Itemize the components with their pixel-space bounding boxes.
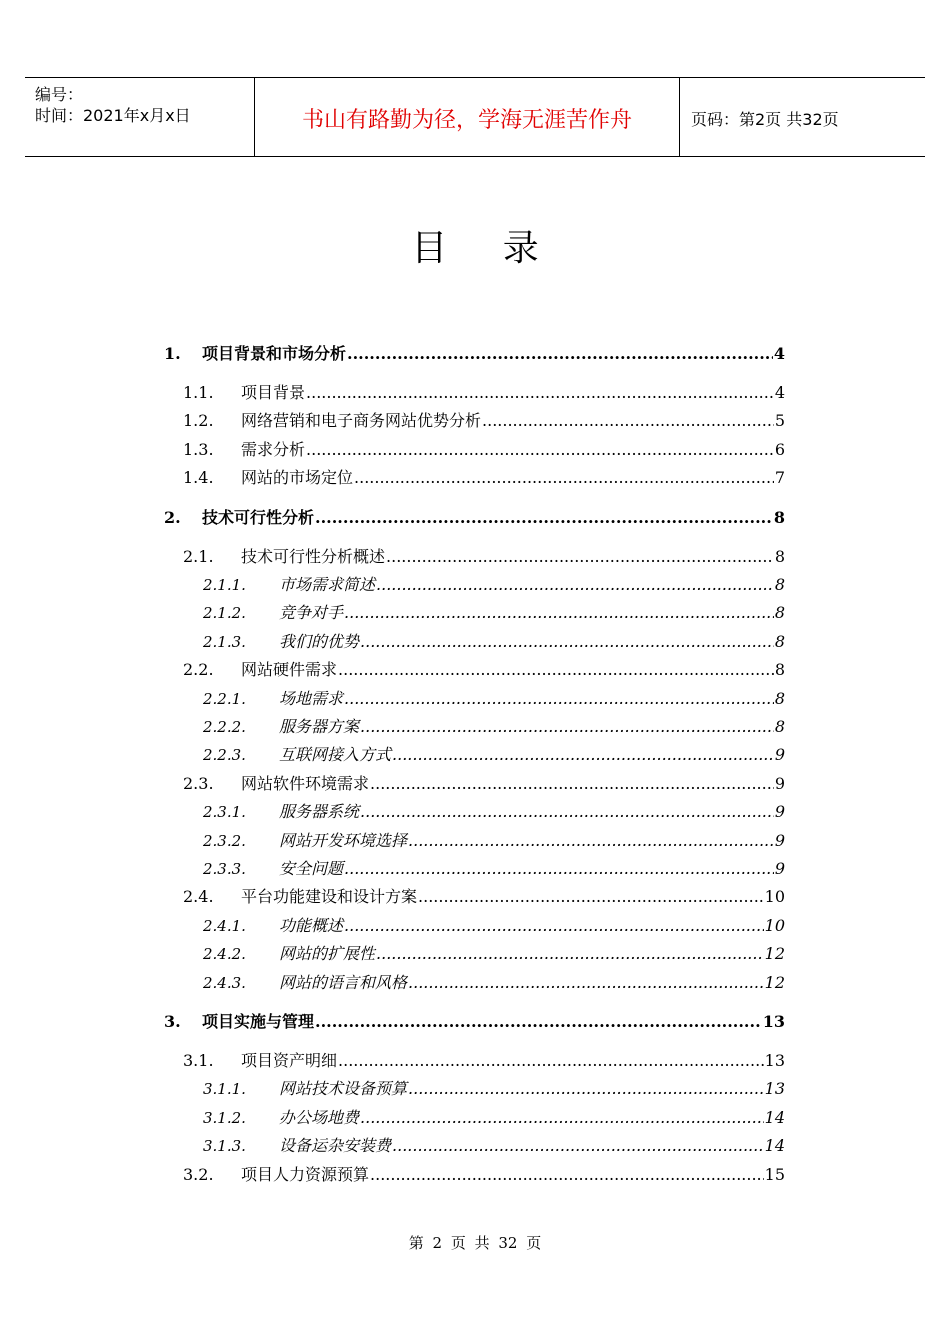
toc-entry[interactable]	[203, 856, 785, 878]
toc-entry-page: 9	[774, 802, 785, 822]
toc-entry-number: 2.3.2.	[203, 831, 246, 850]
number-label: 编号：	[35, 85, 84, 104]
toc-entry-number: 2.4.	[183, 887, 214, 907]
toc-entry[interactable]	[203, 828, 785, 850]
toc-entry[interactable]	[164, 1009, 785, 1031]
toc-entry-title: 网站的语言和风格	[279, 972, 408, 992]
toc-dot-leader	[344, 603, 774, 622]
toc-dot-leader	[482, 411, 774, 430]
toc-entry-number: 2.3.	[183, 773, 214, 793]
toc-entry-page: 8	[774, 603, 785, 623]
toc-entry-number: 2.1.1.	[203, 576, 246, 594]
toc-dot-leader	[408, 973, 764, 992]
toc-dot-leader	[392, 1136, 764, 1155]
toc-entry[interactable]	[203, 742, 785, 764]
toc-entry-title: 网站开发环境选择	[279, 830, 408, 850]
toc-entry[interactable]	[183, 544, 785, 566]
toc-entry-page: 10	[764, 887, 785, 907]
toc-entry-page: 8	[774, 717, 785, 736]
toc-entry-title: 技术可行性分析	[202, 507, 315, 527]
toc-entry-number: 2.3.1.	[203, 803, 246, 822]
toc-entry-page: 10	[764, 915, 785, 935]
toc-entry-page: 15	[764, 1164, 785, 1184]
toc-entry[interactable]	[203, 1133, 785, 1155]
toc-entry-title: 办公场地费	[279, 1107, 360, 1127]
toc-entry[interactable]	[203, 799, 785, 821]
page-footer: 第 2 页 共 32 页	[408, 1234, 542, 1252]
toc-entry-number: 2.2.2.	[203, 718, 246, 736]
toc-dot-leader	[306, 440, 774, 459]
toc-entry[interactable]	[183, 771, 785, 793]
toc-entry-number: 1.4.	[183, 468, 214, 488]
toc-entry-number: 2.4.3.	[203, 973, 246, 992]
toc-entry[interactable]	[203, 572, 785, 594]
toc-entry-number: 3.	[164, 1012, 181, 1031]
toc-entry-number: 3.1.3.	[203, 1137, 246, 1156]
toc-entry-page: 9	[774, 745, 785, 765]
toc-dot-leader	[344, 859, 774, 878]
header-motto-cell	[255, 78, 680, 156]
toc-entry-page: 13	[764, 1079, 785, 1099]
motto-text: 书山有路勤为径，学海无涯苦作舟	[301, 108, 632, 133]
toc-dot-leader	[360, 1108, 764, 1127]
toc-entry-number: 2.2.1.	[203, 689, 246, 708]
toc-entry[interactable]	[203, 1076, 785, 1098]
toc-dot-leader	[418, 887, 764, 906]
toc-entry-title: 竞争对手	[279, 603, 344, 623]
toc-dot-leader	[376, 944, 764, 963]
toc-entry-title: 需求分析	[241, 439, 306, 459]
toc-entry[interactable]	[203, 600, 785, 622]
toc-entry-number: 1.1.	[183, 383, 214, 402]
toc-entry-page: 12	[764, 944, 785, 964]
toc-entry[interactable]	[183, 408, 785, 430]
toc-entry-title: 功能概述	[279, 915, 344, 935]
toc-entry[interactable]	[183, 657, 785, 679]
toc-entry-title: 服务器方案	[279, 717, 360, 736]
toc-entry-page: 7	[774, 468, 785, 488]
toc-entry-number: 2.1.2.	[203, 604, 246, 623]
toc-entry-page: 13	[762, 1012, 785, 1031]
toc-entry-page: 8	[774, 688, 785, 708]
toc-entry-title: 项目背景和市场分析	[202, 344, 347, 363]
toc-entry-page: 14	[764, 1136, 785, 1156]
toc-entry-title: 我们的优势	[279, 631, 360, 651]
toc-dot-leader	[338, 1051, 764, 1070]
toc-entry[interactable]	[203, 714, 785, 736]
toc-entry[interactable]	[183, 1162, 785, 1184]
toc-entry-number: 2.4.1.	[203, 916, 246, 935]
toc-dot-leader	[338, 660, 774, 679]
toc-entry-number: 2.2.	[183, 660, 214, 680]
toc-entry-title: 安全问题	[279, 859, 344, 878]
toc-entry[interactable]	[183, 1048, 785, 1070]
toc-entry-number: 3.1.1.	[203, 1080, 246, 1099]
toc-entry-title: 场地需求	[279, 688, 344, 708]
toc-entry-title: 设备运杂安装费	[279, 1136, 392, 1156]
toc-entry[interactable]	[203, 1105, 785, 1127]
toc-entry-page: 12	[764, 972, 785, 992]
toc-entry-page: 9	[774, 859, 785, 878]
toc-entry[interactable]	[203, 941, 785, 963]
toc-entry-title: 网站软件环境需求	[241, 773, 370, 793]
toc-dot-leader	[370, 1165, 764, 1184]
toc-dot-leader	[306, 383, 774, 402]
toc-entry-number: 1.	[164, 344, 181, 363]
toc-entry-page: 8	[774, 575, 785, 594]
toc-entry-page: 8	[774, 631, 785, 651]
toc-dot-leader	[344, 689, 774, 708]
toc-entry[interactable]	[164, 505, 785, 527]
toc-entry-number: 2.1.3.	[203, 632, 246, 651]
toc-entry-number: 2.2.3.	[203, 746, 246, 765]
toc-entry-number: 3.1.	[183, 1051, 214, 1070]
toc-entry-page: 8	[774, 546, 785, 566]
toc-entry-page: 14	[764, 1107, 785, 1127]
toc-entry-page: 4	[774, 383, 785, 402]
toc-dot-leader	[315, 1012, 762, 1031]
toc-entry-title: 互联网接入方式	[279, 745, 392, 765]
toc-entry-number: 1.3.	[183, 439, 214, 459]
toc-entry-page: 4	[773, 344, 785, 363]
toc-entry[interactable]	[183, 465, 785, 487]
toc-entry-number: 1.2.	[183, 411, 214, 431]
document-title: 目 录	[411, 228, 561, 269]
toc-entry-title: 项目背景	[241, 383, 306, 402]
toc-entry[interactable]	[164, 341, 785, 363]
toc-entry-title: 网站硬件需求	[241, 660, 338, 680]
toc-dot-leader	[392, 745, 774, 764]
toc-entry-title: 网站的市场定位	[241, 468, 354, 488]
toc-dot-leader	[360, 802, 774, 821]
toc-entry-page: 5	[774, 411, 785, 431]
toc-entry-page: 13	[764, 1051, 785, 1070]
toc-entry-title: 项目实施与管理	[202, 1012, 315, 1031]
toc-dot-leader	[408, 1079, 764, 1098]
toc-entry[interactable]	[203, 629, 785, 651]
toc-entry-title: 项目人力资源预算	[241, 1164, 370, 1184]
toc-dot-leader	[376, 575, 774, 594]
header-meta-cell	[25, 78, 255, 156]
toc-entry[interactable]	[183, 380, 785, 402]
toc-dot-leader	[344, 916, 764, 935]
toc-entry-number: 2.1.	[183, 546, 214, 566]
toc-entry-title: 网站技术设备预算	[279, 1079, 408, 1099]
toc-dot-leader	[347, 344, 773, 363]
toc-entry-title: 平台功能建设和设计方案	[241, 887, 418, 907]
toc-entry-title: 网络营销和电子商务网站优势分析	[241, 411, 482, 431]
toc-entry[interactable]	[203, 913, 785, 935]
toc-entry-number: 3.2.	[183, 1164, 214, 1184]
toc-entry-number: 3.1.2.	[203, 1108, 246, 1127]
header-page-cell	[680, 78, 925, 156]
page-info: 页码：第2页 共32页	[691, 110, 839, 129]
toc-dot-leader	[386, 547, 774, 566]
toc-entry-title: 技术可行性分析概述	[241, 546, 386, 566]
toc-entry[interactable]	[203, 686, 785, 708]
toc-entry-title: 服务器系统	[279, 802, 360, 822]
toc-dot-leader	[408, 831, 774, 850]
toc-entry[interactable]	[203, 970, 785, 992]
toc-entry[interactable]	[183, 884, 785, 906]
toc-entry-title: 网站的扩展性	[279, 944, 376, 964]
toc-dot-leader	[360, 632, 774, 651]
time-line: 时间：2021年x月x日	[35, 106, 191, 125]
toc-entry-number: 2.4.2.	[203, 945, 246, 964]
toc-entry-title: 项目资产明细	[241, 1051, 338, 1070]
toc-dot-leader	[360, 717, 774, 736]
toc-dot-leader	[354, 468, 774, 487]
toc-entry-title: 市场需求简述	[279, 575, 376, 594]
toc-dot-leader	[370, 774, 774, 793]
toc-entry-number: 2.3.3.	[203, 860, 246, 878]
toc-entry-page: 9	[774, 773, 785, 793]
toc-entry[interactable]	[183, 437, 785, 459]
toc-dot-leader	[315, 508, 773, 527]
toc-entry-page: 6	[774, 439, 785, 459]
toc-entry-page: 8	[774, 660, 785, 680]
page-header	[25, 77, 925, 157]
toc-entry-page: 9	[774, 830, 785, 850]
toc-entry-number: 2.	[164, 507, 181, 527]
toc-entry-page: 8	[773, 507, 785, 527]
